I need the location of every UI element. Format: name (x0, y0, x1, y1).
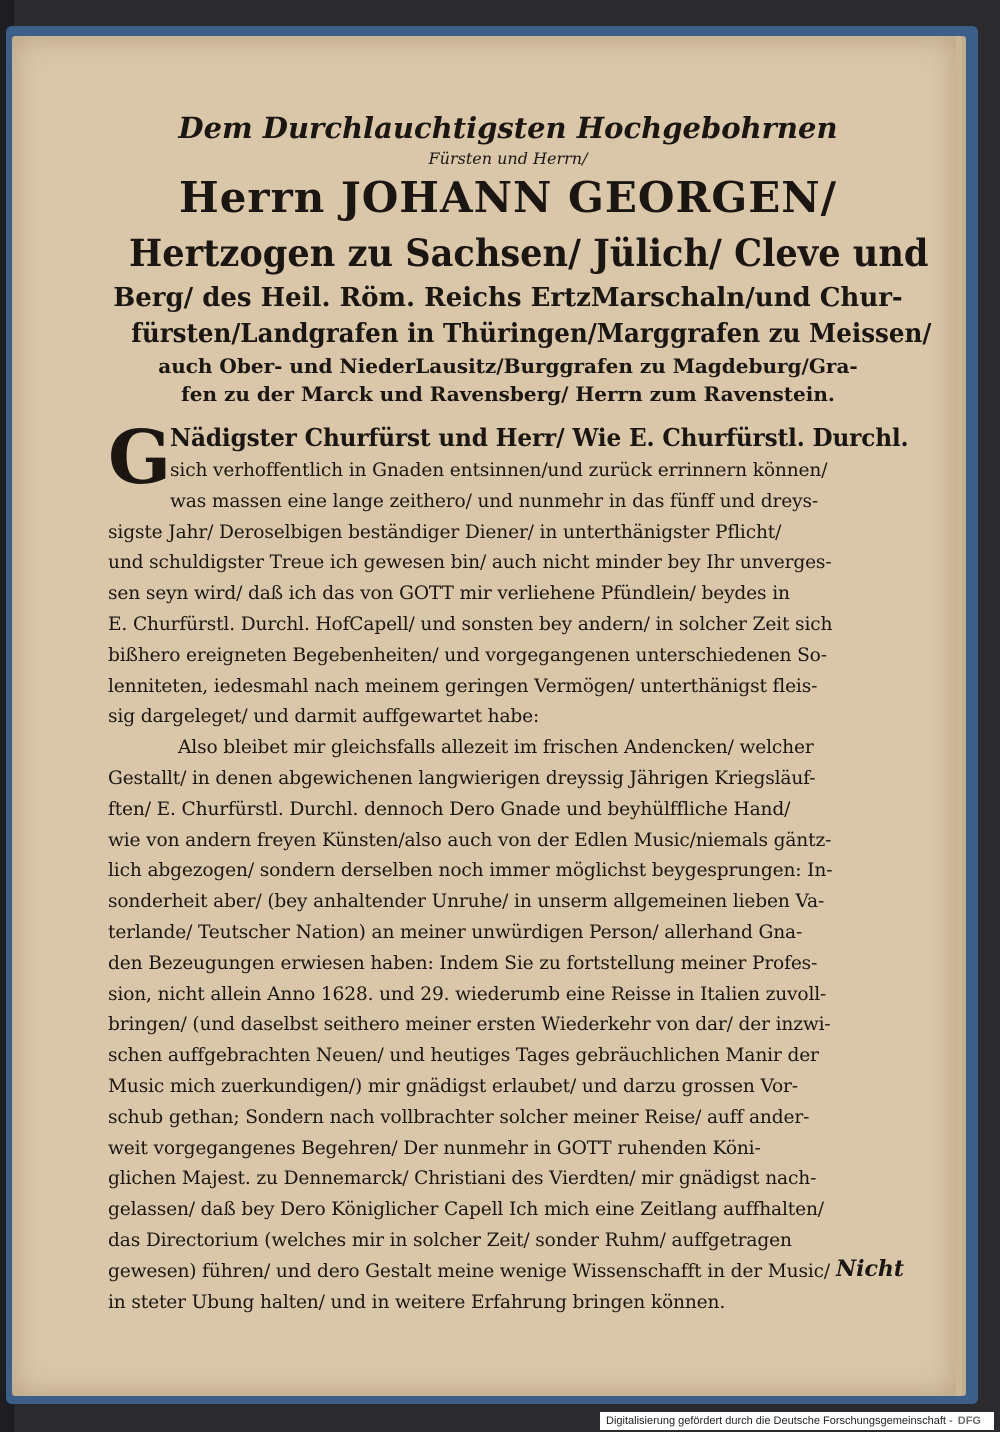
text-line: ften/ E. Churfürstl. Durchl. dennoch Dero Gnade und beyhülffliche Hand/ (108, 798, 791, 820)
page-edge (962, 40, 966, 1394)
text-line: in steter Ubung halten/ und in weitere Erfahrung bringen können. (108, 1291, 726, 1313)
text-line: sonderheit aber/ (bey anhaltender Unruhe/ in unserm allgemeinen lieben Va- (108, 891, 825, 913)
text-line: gewesen) führen/ und dero Gestalt meine wenige Wissenschafft in der Music/ (108, 1260, 831, 1282)
text-line: den Bezeugungen erwiesen haben: Indem Sie zu fortstellung meiner Profes- (108, 952, 818, 974)
text-line: sich verhoffentlich in Gnaden entsinnen/und zurück errinnern können/ (170, 460, 828, 481)
catchword: Nicht (836, 1256, 905, 1282)
text-line: Nädigster Churfürst und Herr/ Wie E. Churfürstl. Durchl. (170, 423, 909, 452)
text-line: bißhero ereigneten Begebenheiten/ und vorgegangenen unterschiedenen So- (108, 644, 827, 666)
text-line: was massen eine lange zeithero/ und nunmehr in das fünff und dreys- (170, 490, 818, 512)
text-line: terlande/ Teutscher Nation) an meiner unwürdigen Person/ allerhand Gna- (108, 921, 803, 943)
heading-line-5: Berg/ des Heil. Röm. Reichs ErtzMarschaln/und Chur- (113, 283, 903, 313)
heading-line-4: Hertzogen zu Sachsen/ Jülich/ Cleve und (129, 231, 929, 275)
text-line: sen seyn wird/ daß ich das von GOTT mir verliehene Pfündlein/ beydes in (108, 583, 790, 605)
text-line: sion, nicht allein Anno 1628. und 29. wiederumb eine Reisse in Italien zuvoll- (108, 983, 827, 1005)
text-line: schub gethan; Sondern nach vollbrachter solcher meiner Reise/ auff ander- (108, 1106, 810, 1128)
heading-line-7: auch Ober- und NiederLausitz/Burggrafen zu Magdeburg/Gra- (158, 354, 858, 378)
dedication-heading (108, 108, 932, 408)
text-line: Music mich zuerkundigen/) mir gnädigst erlaubet/ und darzu grossen Vor- (108, 1075, 798, 1097)
heading-line-8: fen zu der Marck und Ravensberg/ Herrn zum Ravenstein. (181, 382, 835, 406)
text-line: Also bleibet mir gleichsfalls allezeit im frischen Andencken/ welcher (178, 737, 814, 759)
heading-line-6: fürsten/Landgrafen in Thüringen/Marggrafen zu Meissen/ (131, 319, 932, 349)
body-text (108, 415, 909, 1318)
text-line: bringen/ (und daselbst seithero meiner ersten Wiederkehr von dar/ der inzwi- (108, 1014, 831, 1036)
footer-credit (600, 1412, 994, 1430)
text-line: lenniteten, iedesmahl nach meinem geringen Vermögen/ unterthänigst fleis- (108, 675, 818, 697)
page-content (108, 108, 932, 1318)
heading-line-1: Dem Durchlauchtigsten Hochgebohrnen (178, 111, 838, 145)
decorated-initial: G (108, 415, 172, 501)
dfg-logo: DFG (957, 1415, 981, 1427)
footer-text: Digitalisierung gefördert durch die Deutsche Forschungsgemeinschaft - (606, 1415, 953, 1427)
text-line: Gestallt/ in denen abgewichenen langwierigen dreyssig Jährigen Kriegsläuf- (108, 767, 816, 789)
text-line: schen auffgebrachten Neuen/ und heutiges Tages gebräuchlichen Manir der (108, 1045, 819, 1067)
text-line: sig dargeleget/ und darmit auffgewartet habe: (108, 706, 540, 728)
text-line: lich abgezogen/ sondern derselben noch immer möglichst beygesprungen: In- (108, 860, 833, 882)
text-line: und schuldigster Treue ich gewesen bin/ auch nicht minder bey Ihr unverges- (108, 552, 832, 574)
text-line: gelassen/ daß bey Dero Königlicher Capell Ich mich eine Zeitlang auffhalten/ (108, 1199, 824, 1221)
text-line: weit vorgegangenes Begehren/ Der nunmehr in GOTT ruhenden Köni- (108, 1137, 761, 1159)
text-line: wie von andern freyen Künsten/also auch von der Edlen Music/niemals gäntz- (108, 829, 832, 851)
text-line: sigste Jahr/ Deroselbigen beständiger Diener/ in unterthänigster Pflicht/ (108, 521, 782, 543)
text-line: E. Churfürstl. Durchl. HofCapell/ und sonsten bey andern/ in solcher Zeit sich (108, 613, 833, 635)
text-line: das Directorium (welches mir in solcher Zeit/ sonder Ruhm/ auffgetragen (108, 1229, 792, 1251)
heading-line-3: Herrn JOHANN GEORGEN/ (179, 173, 837, 222)
text-line: glichen Majest. zu Dennemarck/ Christiani des Vierdten/ mir gnädigst nach- (108, 1168, 817, 1190)
heading-line-2: Fürsten und Herrn/ (428, 149, 588, 168)
